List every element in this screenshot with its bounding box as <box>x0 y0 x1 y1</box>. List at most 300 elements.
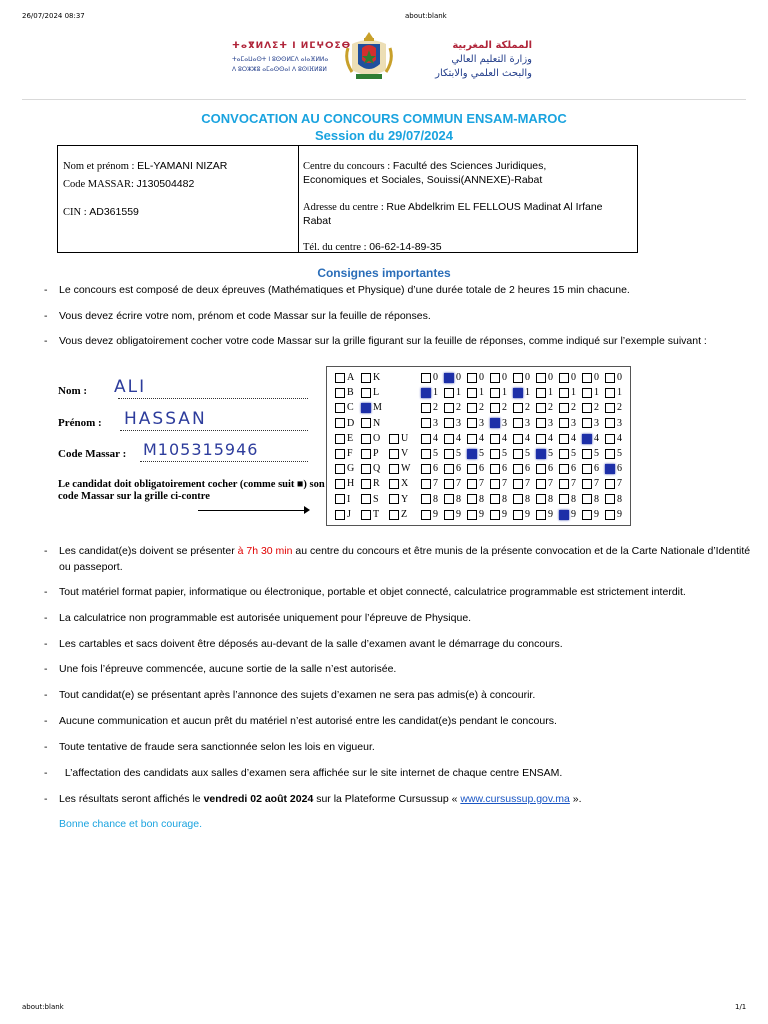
grid-digit-cell <box>467 447 484 460</box>
grid-label: 0 <box>502 372 507 383</box>
grid-checkbox <box>361 434 371 444</box>
bullet-dash: - <box>44 612 48 624</box>
grid-label: 0 <box>548 372 553 383</box>
grid-checkbox <box>582 510 592 520</box>
cin-label: CIN : <box>63 207 90 218</box>
grid-label: O <box>373 432 381 444</box>
grid-label: G <box>347 463 355 475</box>
grid-label: 7 <box>525 478 530 490</box>
grid-label: F <box>347 448 353 459</box>
example-instruction-note: Le candidat doit obligatoirement cocher (comme suit ■) son code Massar sur la grille ci-contre <box>58 479 325 502</box>
grid-label: 5 <box>456 448 461 459</box>
document-title: CONVOCATION AU CONCOURS COMMUN ENSAM-MAROC <box>201 111 567 126</box>
grid-label: 1 <box>456 387 461 399</box>
grid-letter-cell <box>335 371 354 384</box>
grid-checkbox <box>361 373 371 383</box>
grid-checkbox <box>389 510 399 520</box>
grid-checkbox <box>605 434 615 444</box>
grid-digit-cell <box>490 462 507 475</box>
grid-label: 1 <box>502 387 507 399</box>
grid-checkbox <box>444 479 454 489</box>
grid-digit-cell <box>559 447 576 460</box>
grid-label: 5 <box>479 448 484 459</box>
grid-label: 6 <box>456 463 461 475</box>
grid-checkbox <box>582 403 592 413</box>
print-footer-url: about:blank <box>22 1003 64 1011</box>
grid-label: 2 <box>479 402 484 414</box>
grid-digit-cell <box>444 371 461 384</box>
grid-checkbox <box>513 373 523 383</box>
ministry-header <box>232 30 532 90</box>
candidate-name <box>63 160 227 172</box>
grid-digit-cell <box>559 508 576 521</box>
grid-letter-cell <box>389 432 408 445</box>
grid-checkbox <box>421 373 431 383</box>
grid-digit-cell <box>582 462 599 475</box>
grid-label: 6 <box>571 463 576 475</box>
grid-checkbox <box>421 418 431 428</box>
grid-checkbox <box>605 479 615 489</box>
grid-label: 6 <box>479 463 484 475</box>
grid-checkbox <box>559 494 569 504</box>
grid-digit-cell <box>559 371 576 384</box>
grid-digit-cell <box>559 462 576 475</box>
grid-label: 8 <box>571 493 576 505</box>
arrow-right-icon <box>304 506 310 514</box>
grid-digit-cell <box>490 508 507 521</box>
grid-digit-cell <box>559 417 576 430</box>
grid-digit-cell <box>536 417 553 430</box>
grid-letter-cell <box>361 432 380 445</box>
grid-letter-cell <box>335 447 353 460</box>
rule-text: Le concours est composé de deux épreuves (Mathématiques et Physique) d’une durée totale de 2 heures 15 min chacune. <box>59 284 630 296</box>
grid-checkbox <box>582 373 592 383</box>
print-page-number: 1/1 <box>735 1003 747 1011</box>
grid-digit-cell <box>490 477 507 490</box>
grid-label: 9 <box>571 508 576 520</box>
grid-label: 7 <box>594 478 599 490</box>
grid-letter-cell <box>361 477 380 490</box>
grid-letter-cell <box>389 447 408 460</box>
grid-checkbox <box>605 449 615 459</box>
grid-letter-cell <box>361 401 382 414</box>
grid-digit-cell <box>559 401 576 414</box>
rule-item <box>44 543 754 575</box>
consignes-heading: Consignes importantes <box>317 266 451 280</box>
grid-digit-cell <box>582 371 599 384</box>
grid-checkbox <box>605 418 615 428</box>
rule-item <box>44 713 754 729</box>
grid-checkbox <box>559 434 569 444</box>
grid-digit-cell <box>536 477 553 490</box>
grid-digit-cell <box>467 432 484 445</box>
grid-label: 3 <box>571 417 576 429</box>
grid-label: 7 <box>502 478 507 490</box>
grid-checkbox <box>513 403 523 413</box>
grid-label: 2 <box>456 402 461 414</box>
example-massar-label: Code Massar : <box>58 448 127 460</box>
bullet-dash: - <box>44 586 48 598</box>
grid-digit-cell <box>490 447 507 460</box>
grid-checkbox <box>513 494 523 504</box>
grid-label: 8 <box>548 493 553 505</box>
grid-digit-cell <box>536 371 553 384</box>
grid-checkbox <box>559 479 569 489</box>
grid-letter-cell <box>335 477 354 490</box>
grid-label: 7 <box>571 478 576 490</box>
grid-label: I <box>347 493 351 505</box>
grid-checkbox <box>605 373 615 383</box>
grid-label: 8 <box>525 493 530 505</box>
grid-letter-cell <box>361 417 380 430</box>
grid-checkbox <box>536 373 546 383</box>
rule-text: Aucune communication et aucun prêt du matériel n’est autorisé entre les candidat(e)s pendant le concours. <box>59 715 557 727</box>
grid-label: 2 <box>617 402 622 414</box>
grid-label: 4 <box>502 432 507 444</box>
grid-checkbox <box>536 494 546 504</box>
grid-digit-cell <box>490 493 507 506</box>
grid-digit-cell <box>559 477 576 490</box>
grid-label: W <box>401 463 411 475</box>
grid-letter-cell <box>361 462 380 475</box>
grid-checkbox <box>605 388 615 398</box>
example-answer-sheet-header <box>47 366 325 528</box>
grid-digit-cell <box>490 401 507 414</box>
grid-checkbox <box>361 449 371 459</box>
bullet-dash: - <box>44 715 48 727</box>
rule-text: Vous devez obligatoirement cocher votre code Massar sur la grille figurant sur la feuille de réponses, comme indiqué sur l’exemple suivant : <box>59 335 707 347</box>
grid-checkbox <box>467 418 477 428</box>
grid-checkbox <box>513 449 523 459</box>
grid-label: M <box>373 402 382 414</box>
arrival-time: à 7h 30 min <box>237 545 293 557</box>
grid-label: C <box>347 402 354 414</box>
grid-digit-cell <box>444 401 461 414</box>
rule-text: L’affectation des candidats aux salles d’examen sera affichée sur le site internet de chaque centre ENSAM. <box>59 767 563 779</box>
centre-value-1: Faculté des Sciences Juridiques, <box>392 160 547 172</box>
grid-label: 4 <box>594 432 599 444</box>
grid-checkbox <box>444 434 454 444</box>
grid-label: Y <box>401 493 409 505</box>
massar-value: J130504482 <box>136 178 195 190</box>
grid-label: 8 <box>456 493 461 505</box>
grid-digit-cell <box>582 401 599 414</box>
grid-digit-cell <box>421 371 438 384</box>
grid-digit-cell <box>536 447 553 460</box>
rule-text: Les cartables et sacs doivent être déposés au-devant de la salle d’examen avant le démarrage du concours. <box>59 638 563 650</box>
grid-checkbox <box>582 418 592 428</box>
bullet-dash: - <box>44 284 48 296</box>
grid-digit-cell <box>513 432 530 445</box>
rule-text: sur la Plateforme Cursussup « <box>313 793 461 805</box>
centre-phone <box>303 241 442 253</box>
grid-digit-cell <box>536 432 553 445</box>
rule-item <box>44 739 754 755</box>
grid-label: 2 <box>594 402 599 414</box>
grid-label: 2 <box>548 402 553 414</box>
closing-message: Bonne chance et bon courage. <box>59 818 203 830</box>
grid-label: 5 <box>571 448 576 459</box>
grid-letter-cell <box>335 462 354 475</box>
centre-line-2: Economiques et Sociales, Souissi(ANNEXE)-Rabat <box>303 174 543 186</box>
grid-label: 6 <box>548 463 553 475</box>
grid-checkbox <box>559 510 569 520</box>
grid-checkbox <box>490 479 500 489</box>
grid-checkbox <box>335 388 345 398</box>
grid-checkbox <box>444 403 454 413</box>
grid-digit-cell <box>421 447 438 460</box>
grid-digit-cell <box>444 432 461 445</box>
rule-text: au centre du concours et être munis de la présente convocation et de la Carte Nationale d’Identité ou passeport. <box>59 545 751 573</box>
grid-digit-cell <box>421 386 438 399</box>
address-label: Adresse du centre : <box>303 202 387 213</box>
grid-digit-cell <box>513 386 530 399</box>
bullet-dash: - <box>44 793 48 805</box>
grid-checkbox <box>421 479 431 489</box>
grid-checkbox <box>444 418 454 428</box>
grid-checkbox <box>335 434 345 444</box>
grid-digit-cell <box>605 386 622 399</box>
grid-label: 3 <box>617 417 622 429</box>
grid-label: U <box>401 432 409 444</box>
name-value: EL-YAMANI NIZAR <box>137 160 228 172</box>
bullet-dash: - <box>44 689 48 701</box>
grid-checkbox <box>467 449 477 459</box>
grid-checkbox <box>389 479 399 489</box>
grid-checkbox <box>444 449 454 459</box>
bullet-dash: - <box>44 310 48 322</box>
grid-label: 1 <box>594 387 599 399</box>
grid-checkbox <box>536 403 546 413</box>
grid-label: 2 <box>502 402 507 414</box>
grid-digit-cell <box>605 493 622 506</box>
rule-item <box>44 765 754 781</box>
grid-label: T <box>373 508 380 520</box>
grid-digit-cell <box>467 371 484 384</box>
grid-label: 8 <box>594 493 599 505</box>
grid-letter-cell <box>361 447 379 460</box>
grid-label: A <box>347 372 355 383</box>
example-massar-grid <box>326 366 631 526</box>
grid-digit-cell <box>536 462 553 475</box>
grid-label: 0 <box>433 372 438 383</box>
example-massar-dots <box>140 460 308 462</box>
arabic-ministry-text: وزارة التعليم العالي <box>451 54 532 65</box>
grid-checkbox <box>536 510 546 520</box>
rule-text: Tout candidat(e) se présentant après l’annonce des sujets d’examen ne sera pas admis(e) à concourir. <box>59 689 536 701</box>
grid-label: 5 <box>433 448 438 459</box>
grid-checkbox <box>335 464 345 474</box>
example-prenom-handwritten: HASSAN <box>124 409 207 429</box>
massar-label: Code MASSAR: <box>63 179 137 190</box>
grid-checkbox <box>444 510 454 520</box>
grid-checkbox <box>361 479 371 489</box>
rule-item <box>44 687 754 703</box>
grid-checkbox <box>490 449 500 459</box>
grid-label: 4 <box>548 432 553 444</box>
bullet-dash: - <box>44 767 48 779</box>
grid-checkbox <box>536 418 546 428</box>
grid-checkbox <box>335 418 345 428</box>
grid-label: 0 <box>525 372 530 383</box>
rule-text: Les candidat(e)s doivent se présenter <box>59 545 238 557</box>
grid-checkbox <box>361 388 371 398</box>
grid-letter-cell <box>361 493 379 506</box>
grid-checkbox <box>490 388 500 398</box>
grid-letter-cell <box>335 493 350 506</box>
grid-label: 7 <box>433 478 438 490</box>
grid-checkbox <box>467 434 477 444</box>
grid-label: 4 <box>617 432 622 444</box>
grid-checkbox <box>467 388 477 398</box>
grid-label: 9 <box>502 508 507 520</box>
grid-digit-cell <box>467 417 484 430</box>
grid-checkbox <box>490 373 500 383</box>
grid-checkbox <box>559 449 569 459</box>
grid-label: 9 <box>479 508 484 520</box>
rule-item <box>44 282 754 298</box>
grid-digit-cell <box>536 493 553 506</box>
rule-text: Vous devez écrire votre nom, prénom et code Massar sur la feuille de réponses. <box>59 310 431 322</box>
grid-digit-cell <box>490 432 507 445</box>
grid-digit-cell <box>605 477 622 490</box>
candidate-massar <box>63 178 194 190</box>
grid-label: 9 <box>525 508 530 520</box>
grid-label: 5 <box>525 448 530 459</box>
grid-checkbox <box>582 388 592 398</box>
grid-digit-cell <box>582 447 599 460</box>
grid-checkbox <box>444 388 454 398</box>
print-datetime: 26/07/2024 08:37 <box>22 12 85 20</box>
grid-label: 2 <box>433 402 438 414</box>
grid-checkbox <box>467 510 477 520</box>
grid-digit-cell <box>559 493 576 506</box>
tifinagh-ministry-text-2: ⴷ ⵓⵔⵣⵣⵓ ⴰⵎⴰⵙⵙⴰⵏ ⴷ ⵓⵙⵏⴼⵍⵓⵍ <box>232 66 327 73</box>
grid-label: 4 <box>525 432 530 444</box>
grid-checkbox <box>467 494 477 504</box>
grid-digit-cell <box>605 432 622 445</box>
bullet-dash: - <box>44 545 48 557</box>
rule-item <box>44 661 754 677</box>
grid-digit-cell <box>513 508 530 521</box>
grid-label: 0 <box>571 372 576 383</box>
grid-checkbox <box>582 494 592 504</box>
rule-item <box>44 636 754 652</box>
grid-label: 6 <box>594 463 599 475</box>
grid-digit-cell <box>421 432 438 445</box>
grid-label: 3 <box>525 417 530 429</box>
grid-label: 7 <box>456 478 461 490</box>
candidate-identity-cell <box>58 146 299 252</box>
grid-digit-cell <box>513 401 530 414</box>
grid-checkbox <box>536 479 546 489</box>
grid-checkbox <box>361 464 371 474</box>
grid-checkbox <box>335 510 345 520</box>
grid-digit-cell <box>582 432 599 445</box>
bullet-dash: - <box>44 638 48 650</box>
grid-checkbox <box>582 479 592 489</box>
centre-line-1 <box>303 160 546 172</box>
grid-label: 1 <box>617 387 622 399</box>
grid-label: 4 <box>456 432 461 444</box>
grid-digit-cell <box>490 371 507 384</box>
grid-label: 8 <box>433 493 438 505</box>
grid-digit-cell <box>421 417 438 430</box>
grid-label: 9 <box>594 508 599 520</box>
grid-checkbox <box>490 418 500 428</box>
exam-center-cell <box>299 146 637 252</box>
grid-checkbox <box>421 449 431 459</box>
grid-checkbox <box>605 464 615 474</box>
grid-label: 1 <box>433 387 438 399</box>
grid-digit-cell <box>605 417 622 430</box>
example-nom-handwritten: ALI <box>114 377 147 397</box>
grid-label: 8 <box>479 493 484 505</box>
grid-digit-cell <box>605 447 622 460</box>
grid-label: H <box>347 478 355 490</box>
grid-checkbox <box>467 403 477 413</box>
grid-checkbox <box>513 510 523 520</box>
grid-label: P <box>373 448 379 459</box>
print-page-title: about:blank <box>405 12 447 20</box>
grid-checkbox <box>513 418 523 428</box>
grid-label: 7 <box>617 478 622 490</box>
grid-checkbox <box>490 434 500 444</box>
grid-checkbox <box>467 479 477 489</box>
grid-digit-cell <box>513 477 530 490</box>
grid-checkbox <box>559 373 569 383</box>
grid-label: 1 <box>525 387 530 399</box>
rule-text: La calculatrice non programmable est autorisée uniquement pour l’épreuve de Physique. <box>59 612 472 624</box>
grid-checkbox <box>444 494 454 504</box>
grid-digit-cell <box>467 386 484 399</box>
grid-label: 2 <box>571 402 576 414</box>
rule-item <box>44 333 754 349</box>
grid-label: 3 <box>433 417 438 429</box>
grid-checkbox <box>361 510 371 520</box>
rule-item <box>44 584 754 600</box>
grid-digit-cell <box>582 508 599 521</box>
grid-label: S <box>373 493 379 505</box>
cursussup-link[interactable]: www.cursussup.gov.ma <box>460 793 570 805</box>
grid-checkbox <box>361 418 371 428</box>
grid-digit-cell <box>582 493 599 506</box>
grid-label: 5 <box>594 448 599 459</box>
grid-digit-cell <box>582 386 599 399</box>
arrow-line <box>198 510 308 511</box>
grid-label: 2 <box>525 402 530 414</box>
arabic-ministry-text-2: والبحث العلمي والابتكار <box>435 68 532 79</box>
grid-checkbox <box>559 418 569 428</box>
rule-item <box>44 308 754 324</box>
grid-label: 3 <box>594 417 599 429</box>
grid-letter-cell <box>389 493 408 506</box>
grid-checkbox <box>389 449 399 459</box>
grid-digit-cell <box>444 493 461 506</box>
bullet-dash: - <box>44 663 48 675</box>
grid-label: K <box>373 372 381 383</box>
grid-digit-cell <box>605 401 622 414</box>
grid-letter-cell <box>389 462 410 475</box>
grid-label: 0 <box>594 372 599 383</box>
grid-digit-cell <box>467 401 484 414</box>
rule-text: Les résultats seront affichés le <box>59 793 204 805</box>
grid-digit-cell <box>421 508 438 521</box>
grid-letter-cell <box>361 371 380 384</box>
grid-label: 9 <box>456 508 461 520</box>
grid-label: 1 <box>479 387 484 399</box>
grid-checkbox <box>361 403 371 413</box>
